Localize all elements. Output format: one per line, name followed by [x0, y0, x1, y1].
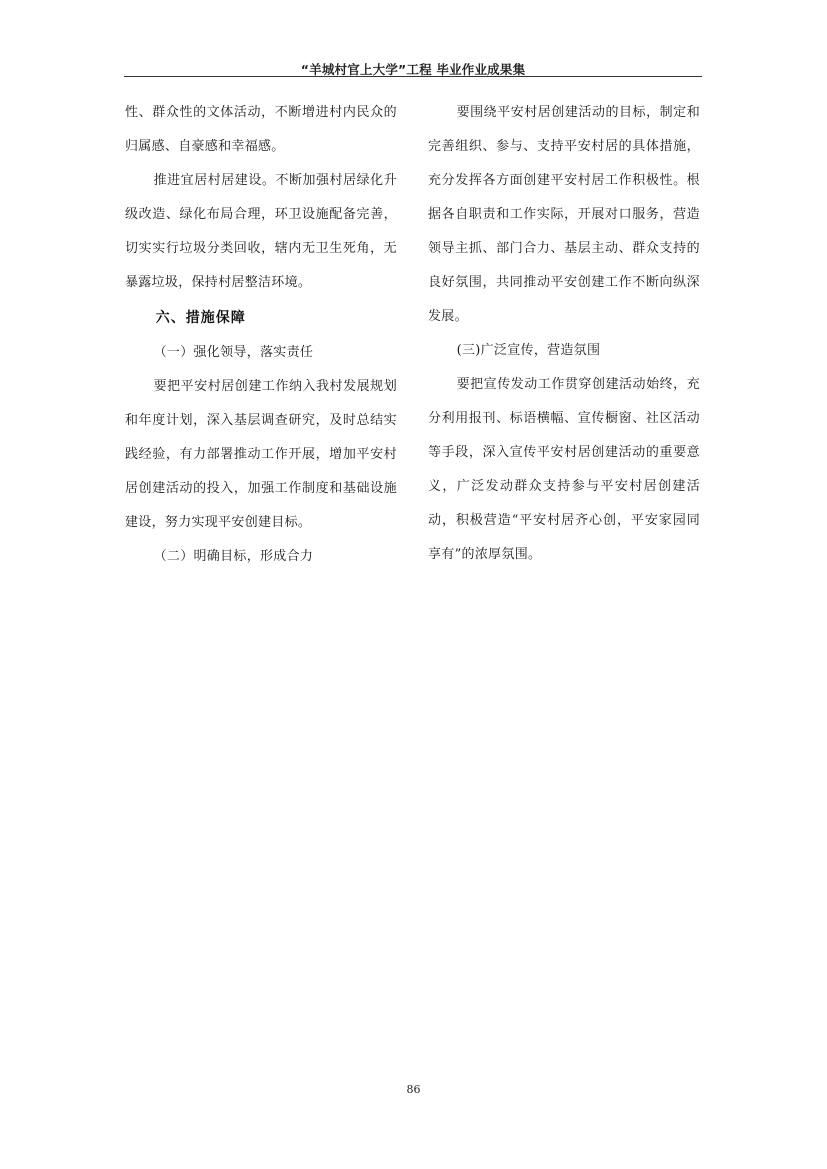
left-column: [125, 96, 397, 574]
subheading-leadership: （一）强化领导，落实责任: [153, 345, 314, 360]
paragraph-goals: 要围绕平安村居创建活动的目标，制定和完善组织、参与、支持平安村居的具体措施，充分发挥各方面创建平安村居工作积极性。根据各自职责和工作实际，开展对口服务，营造领导主抓、部门合力、基层主动、群众支持的良好氛围，共同推动平安创建工作不断向纵深发展。: [428, 105, 700, 324]
header-divider: [124, 76, 702, 77]
running-header-title: “羊城村官上大学”工程 毕业作业成果集: [300, 62, 526, 77]
paragraph-publicity: 要把宣传发动工作贯穿创建活动始终，充分利用报刊、标语横幅、宣传橱窗、社区活动等手段，深入宣传平安村居创建活动的重要意义，广泛发动群众支持参与平安村居创建活动，积极营造“平安村居齐心创，平安家园同享有”的浓厚氛围。: [428, 377, 700, 562]
subheading-publicity: (三)广泛宣传，营造氛围: [456, 343, 601, 358]
page-number: 86: [406, 1083, 421, 1096]
subheading-goals: （二）明确目标，形成合力: [153, 549, 314, 564]
paragraph-leadership: 要把平安村居创建工作纳入我村发展规划和年度计划，深入基层调查研究，及时总结实践经验，有力部署推动工作开展，增加平安村居创建活动的投入，加强工作制度和基础设施建设，努力实现平安创建目标。: [125, 379, 397, 530]
section-heading-measures: 六、措施保障: [155, 310, 246, 326]
paragraph-livable-village: 推进宜居村居建设。不断加强村居绿化升级改造、绿化布局合理，环卫设施配备完善，切实实行垃圾分类回收，辖内无卫生死角，无暴露垃圾，保持村居整洁环境。: [125, 173, 397, 290]
paragraph-continuation: 性、群众性的文体活动，不断增进村内民众的归属感、自豪感和幸福感。: [125, 105, 397, 154]
right-column: [428, 96, 700, 572]
